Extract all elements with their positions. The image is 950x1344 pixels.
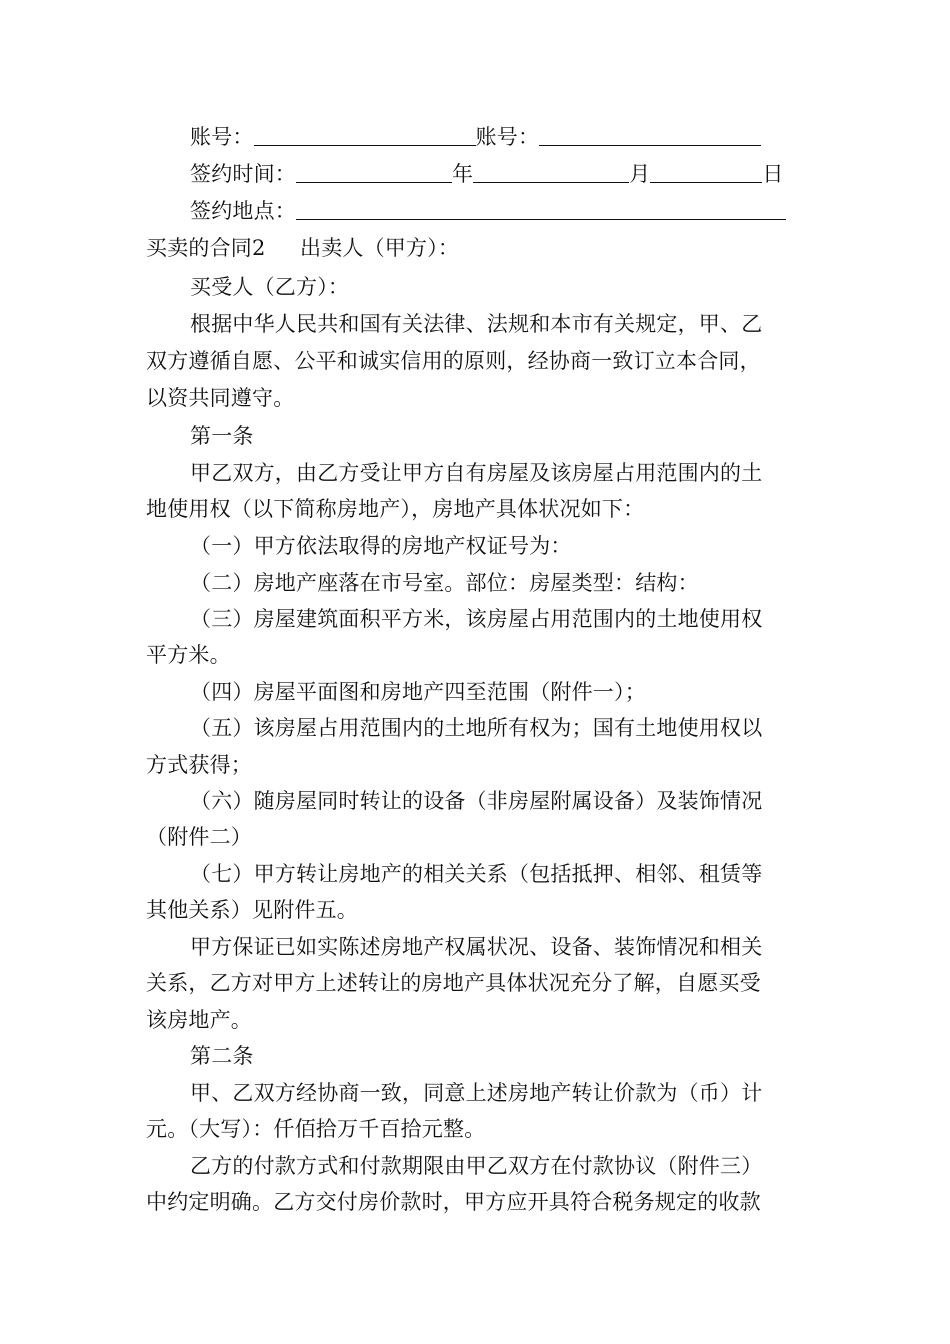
item-1: （一）甲方依法取得的房地产权证号为： xyxy=(190,534,572,558)
item-3: 平方米。 xyxy=(146,643,231,667)
item-5: 方式获得； xyxy=(146,753,252,777)
payment-line: 中约定明确。乙方交付房价款时，甲方应开具符合税务规定的收款 xyxy=(146,1190,761,1214)
item-2: （二）房地产座落在市号室。部位：房屋类型：结构： xyxy=(190,571,699,595)
item-7: 其他关系）见附件五。 xyxy=(146,898,358,922)
buyer-label: 买受人（乙方）： xyxy=(190,275,350,299)
year-label: 年 xyxy=(452,162,474,186)
contract-title: 买卖的合同2 xyxy=(146,236,266,260)
sign-place-row xyxy=(190,197,786,225)
item-6: （六）随房屋同时转让的设备（非房屋附属设备）及装饰情况 xyxy=(190,789,763,813)
sign-time-row xyxy=(190,160,784,188)
preamble-line: 以资共同遵守。 xyxy=(146,386,295,410)
day-blank[interactable] xyxy=(650,162,762,183)
account-blank-1[interactable] xyxy=(254,125,476,146)
payment-line: 乙方的付款方式和付款期限由甲乙双方在付款协议（附件三） xyxy=(190,1154,763,1178)
article-1-intro: 甲乙双方，由乙方受让甲方自有房屋及该房屋占用范围内的土 xyxy=(190,461,763,485)
article-2-title: 第二条 xyxy=(190,1044,254,1068)
account-row xyxy=(190,123,761,151)
guarantee-line: 关系，乙方对甲方上述转让的房地产具体状况充分了解，自愿买受 xyxy=(146,971,761,995)
day-label: 日 xyxy=(762,162,784,186)
account-label-2: 账号： xyxy=(475,125,540,149)
preamble-line: 根据中华人民共和国有关法律、法规和本市有关规定，甲、乙 xyxy=(190,312,763,336)
sign-time-label: 签约时间： xyxy=(190,162,296,186)
item-7: （七）甲方转让房地产的相关关系（包括抵押、相邻、租赁等 xyxy=(190,862,763,886)
guarantee-line: 该房地产。 xyxy=(146,1008,252,1032)
item-6: （附件二） xyxy=(146,825,252,849)
price-line: 元。（大写）：仟佰拾万千百拾元整。 xyxy=(146,1117,486,1141)
price-line: 甲、乙双方经协商一致，同意上述房地产转让价款为（币）计 xyxy=(190,1081,763,1105)
article-1-title: 第一条 xyxy=(190,424,254,448)
sign-place-label: 签约地点： xyxy=(190,199,296,223)
account-label-1: 账号： xyxy=(190,125,254,149)
year-blank[interactable] xyxy=(296,162,452,183)
month-blank[interactable] xyxy=(473,162,629,183)
month-label: 月 xyxy=(629,162,651,186)
item-4: （四）房屋平面图和房地产四至范围（附件一）； xyxy=(190,680,646,704)
seller-label: 出卖人（甲方）： xyxy=(300,236,460,260)
preamble-line: 双方遵循自愿、公平和诚实信用的原则，经协商一致订立本合同， xyxy=(146,349,761,373)
item-3: （三）房屋建筑面积平方米，该房屋占用范围内的土地使用权 xyxy=(190,607,763,631)
article-1-intro: 地使用权（以下简称房地产），房地产具体状况如下： xyxy=(146,497,645,521)
sign-place-blank[interactable] xyxy=(296,199,786,220)
guarantee-line: 甲方保证已如实陈述房地产权属状况、设备、装饰情况和相关 xyxy=(190,935,763,959)
account-blank-2[interactable] xyxy=(539,125,761,146)
item-5: （五）该房屋占用范围内的土地所有权为；国有土地使用权以 xyxy=(190,716,763,740)
